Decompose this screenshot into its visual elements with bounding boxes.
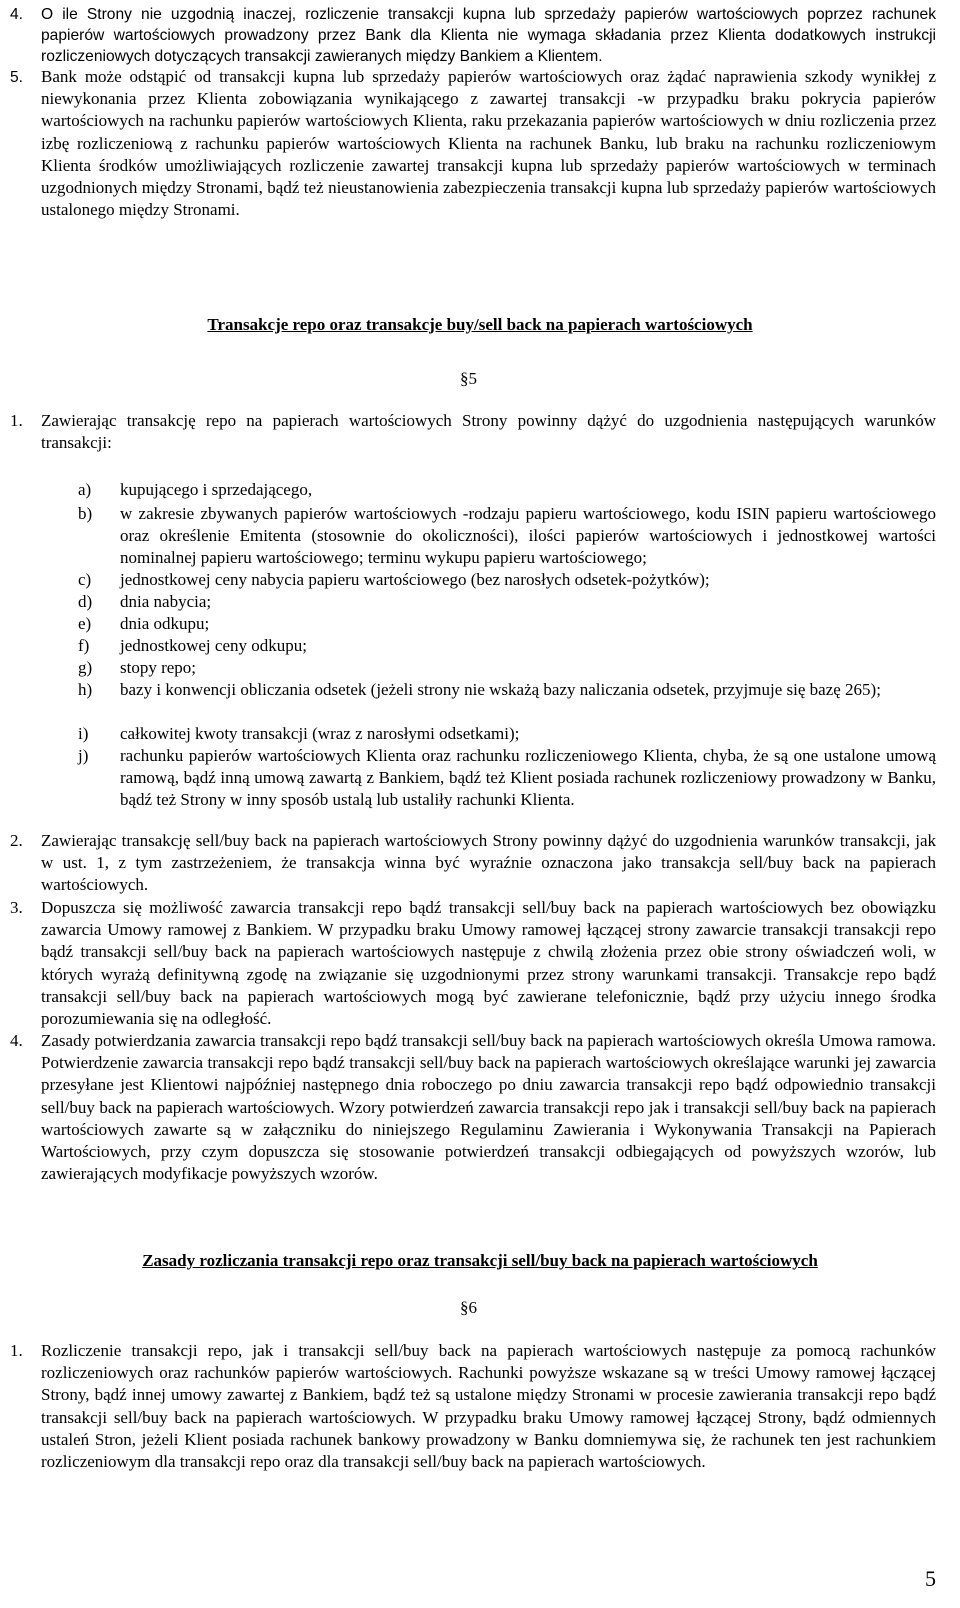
list-letter: b) xyxy=(78,504,93,523)
list-letter: g) xyxy=(78,658,93,677)
paragraph-number: 3. xyxy=(10,898,23,917)
paragraph-text: Zawierając transakcję sell/buy back na papierach wartościowych Strony powinny dążyć do uzgodnienia warunków transakcji, jak w ust. 1, z tym zastrzeżeniem, że transakcja winna być wyraźnie oznaczona jako transakcja sell/buy back na papierach wartościowych. xyxy=(41,831,936,895)
item-text: O ile Strony nie uzgodnią inaczej, rozliczenie transakcji kupna lub sprzedaży papierów wartościowych poprzez rachunek papierów wartościowych prowadzony przez Bank dla Klienta nie wymaga składania przez Klienta dodatkowych instrukcji rozliczeniowych dotyczących transakcji zawieranych między Bankiem a Klientem. xyxy=(41,6,936,65)
list-letter: e) xyxy=(78,614,92,633)
list-letter: j) xyxy=(78,746,89,765)
paragraph-text: Zasady potwierdzania zawarcia transakcji repo bądź transakcji sell/buy back na papierach wartościowych określa Umowa ramowa. Potwierdzenie zawarcia transakcji repo bądź transakcji sell/buy back na papierach wartościowych określające warunki jej zawarcia przesyłane jest Klientowi najpóźniej następnego dnia roboczego po dniu zawarcia transakcji repo bądź odpowiednio transakcji sell/buy back na papierach wartościowych. Wzory potwierdzeń zawarcia transakcji repo jak i transakcji sell/buy back na papierach wartościowych zawarte są w załączniku do niniejszego Regulaminu Zawierania i Wykonywania Transakcji na Papierach Wartościowych, przy czym dopuszcza się stosowanie potwierdzeń transakcji odbiegających od powyższych wzorów, lub zawierających modyfikacje powyższych wzorów. xyxy=(41,1031,936,1184)
section-sign: §5 xyxy=(460,369,477,388)
list-text: bazy i konwencji obliczania odsetek (jeżeli strony nie wskażą bazy naliczania odsetek, przyjmuje się bazę 265); xyxy=(120,680,881,699)
item-number: 5. xyxy=(10,69,24,86)
paragraph-text: Zawierając transakcję repo na papierach wartościowych Strony powinny dążyć do uzgodnienia następujących warunków transakcji: xyxy=(41,411,936,453)
item-text: Bank może odstąpić od transakcji kupna lub sprzedaży papierów wartościowych oraz żądać naprawienia szkody wynikłej z niewykonania przez Klienta zobowiązania wynikającego z zawartej transakcji -w przypadku braku pokrycia papierów wartościowych na rachunku papierów wartościowych Klienta, raku przekazania papierów wartościowych w dniu rozliczenia przez izbę rozliczeniową z rachunku papierów wartościowych Klienta na rachunek Banku, lub braku na rachunku rozliczeniowym Klienta środków umożliwiających rozliczenie zawartej transakcji kupna lub sprzedaży papierów wartościowych w terminach uzgodnionych między Stronami, bądź też nieustanowienia zabezpieczenia transakcji kupna lub sprzedaży papierów wartościowych ustalonego między Stronami. xyxy=(41,67,936,220)
list-text: całkowitej kwoty transakcji (wraz z narosłymi odsetkami); xyxy=(120,724,520,743)
section-heading: Transakcje repo oraz transakcje buy/sell back na papierach wartościowych xyxy=(207,315,753,334)
list-letter: i) xyxy=(78,724,89,743)
paragraph-number: 1. xyxy=(10,411,23,430)
list-letter: h) xyxy=(78,680,93,699)
paragraph-number: 4. xyxy=(10,1031,23,1050)
list-letter: d) xyxy=(78,592,93,611)
list-text: stopy repo; xyxy=(120,658,197,677)
list-letter: f) xyxy=(78,636,90,655)
page-number: 5 xyxy=(925,1566,936,1591)
section-heading: Zasady rozliczania transakcji repo oraz transakcji sell/buy back na papierach wartościowych xyxy=(142,1251,818,1270)
paragraph-text: Dopuszcza się możliwość zawarcia transakcji repo bądź transakcji sell/buy back na papierach wartościowych bez obowiązku zawarcia Umowy ramowej z Bankiem. W przypadku braku Umowy ramowej łączącej strony zawarcie transakcji transakcji repo bądź transakcji sell/buy back na papierach wartościowych następuje z chwilą złożenia przez obie strony oświadczeń woli, w których wyrażą definitywną zgodę na związanie się uzgodnionymi przez strony warunkami transakcji. Transakcje repo bądź transakcji sell/buy back na papierach wartościowych mogą być zawierane telefonicznie, bądź przy użyciu innego środka porozumiewania się na odległość. xyxy=(41,898,936,1029)
list-text: jednostkowej ceny nabycia papieru wartościowego (bez narosłych odsetek-pożytków); xyxy=(120,570,710,589)
list-text: dnia odkupu; xyxy=(120,614,210,633)
list-text: rachunku papierów wartościowych Klienta oraz rachunku rozliczeniowego Klienta, chyba, że są one ustalone umową ramową, bądź inną umową zawartą z Bankiem, bądź też Klient posiada rachunek rozliczeniowy prowadzony w Banku, bądź też Strony w inny sposób ustalą lub ustaliły rachunki Klienta. xyxy=(120,746,936,810)
list-letter: c) xyxy=(78,570,92,589)
list-text: kupującego i sprzedającego, xyxy=(120,480,313,499)
list-text: w zakresie zbywanych papierów wartościowych -rodzaju papieru wartościowego, kodu ISIN papieru wartościowego oraz określenie Emitenta (stosownie do okoliczności), ilości papierów wartościowych i jednostkowej wartości nominalnej papieru wartościowego; terminu wykupu papieru wartościowego; xyxy=(120,504,936,568)
list-text: dnia nabycia; xyxy=(120,592,212,611)
list-text: jednostkowej ceny odkupu; xyxy=(120,636,307,655)
list-letter: a) xyxy=(78,480,92,499)
paragraph-text: Rozliczenie transakcji repo, jak i transakcji sell/buy back na papierach wartościowych następuje za pomocą rachunków rozliczeniowych oraz rachunków papierów wartościowych. Rachunki powyższe wskazane są w treści Umowy ramowej łączącej Strony, bądź innej umowy zawartej z Bankiem, bądź też są ustalone między Stronami w procesie zawierania transakcji repo bądź transakcji sell/buy back na papierach wartościowych. W przypadku braku Umowy ramowej łączącej Strony, bądź odmiennych ustaleń Stron, jeżeli Klient posiada rachunek bankowy prowadzony w Banku domniemywa się, że rachunek ten jest rachunkiem rozliczeniowym dla transakcji repo oraz dla transakcji sell/buy back na papierach wartościowych. xyxy=(41,1341,936,1472)
item-number: 4. xyxy=(10,6,24,23)
section-sign: §6 xyxy=(460,1298,477,1317)
paragraph-number: 2. xyxy=(10,831,23,850)
paragraph-number: 1. xyxy=(10,1341,23,1360)
